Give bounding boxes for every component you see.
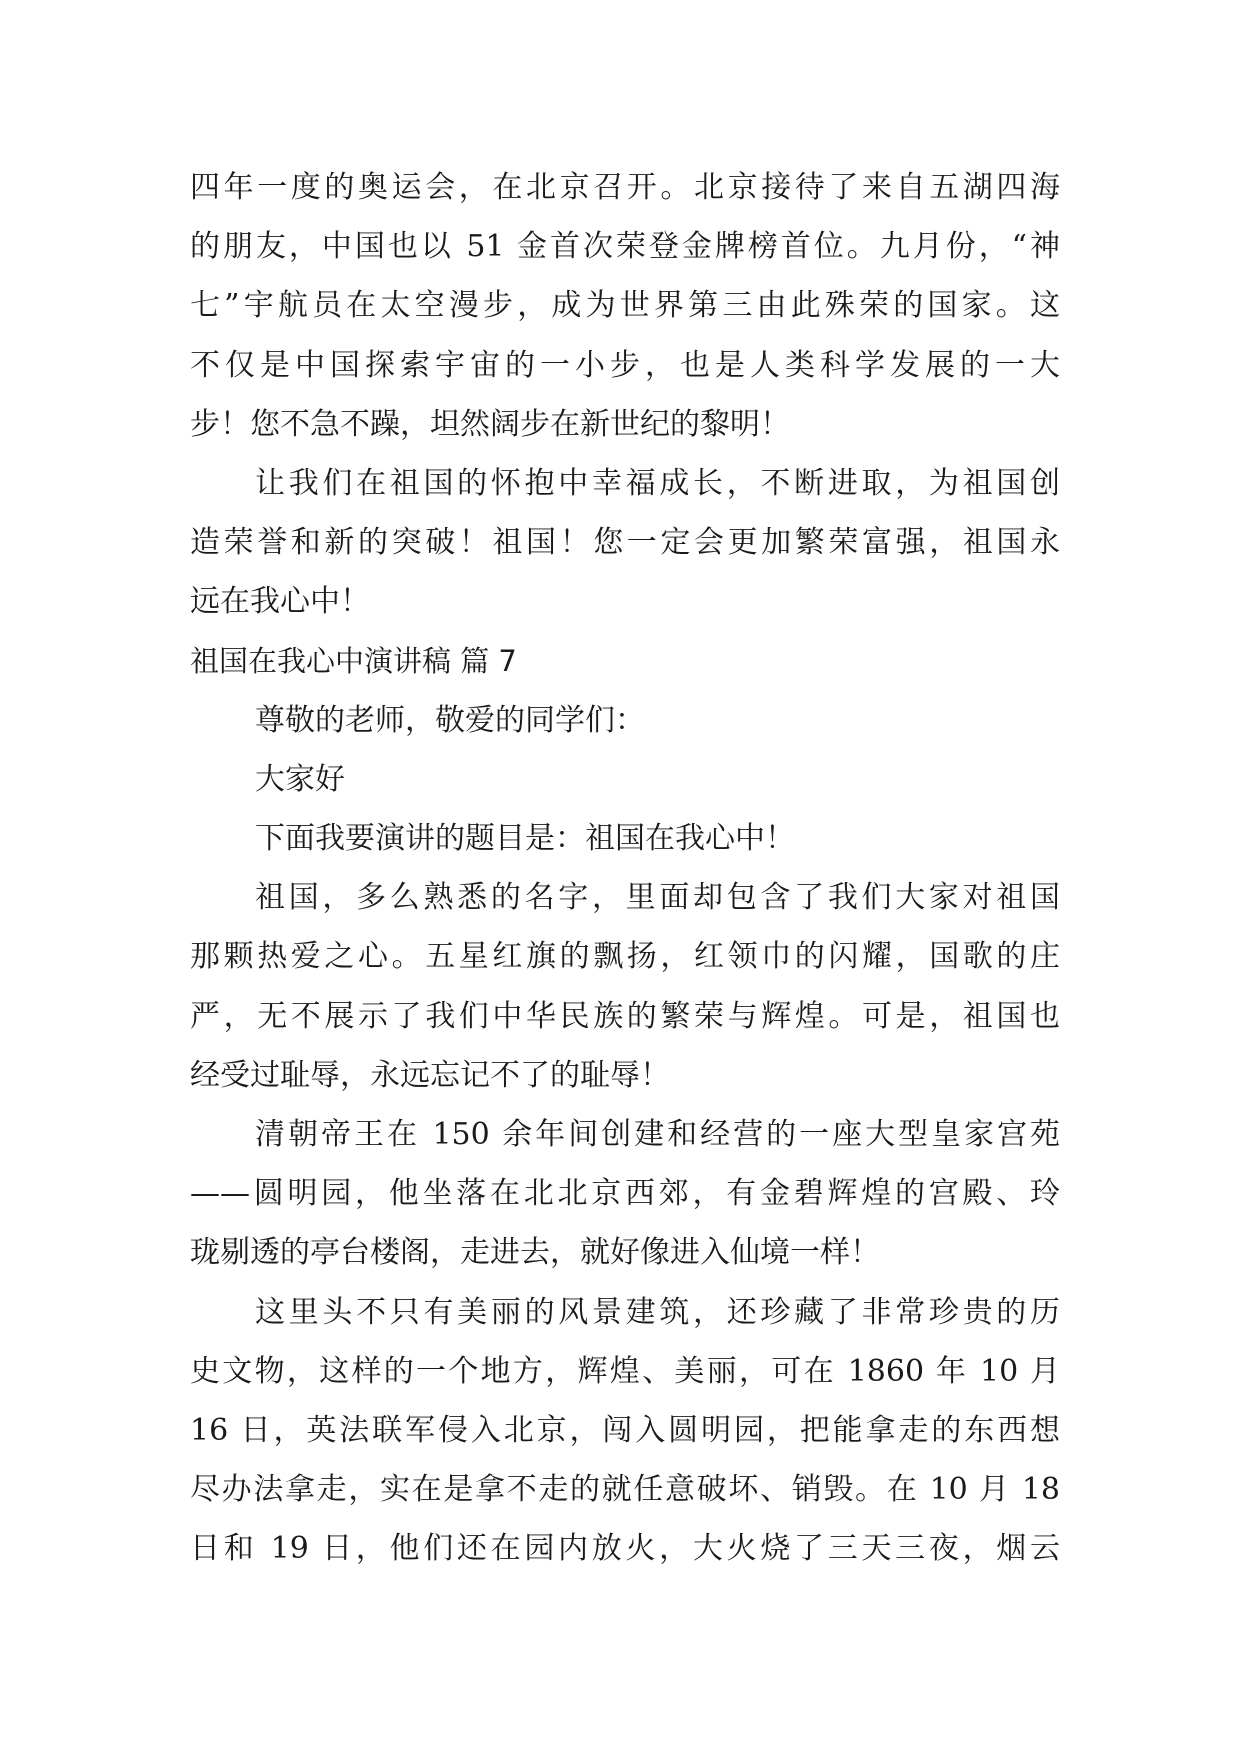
text-line: 不仅是中国探索宇宙的一小步，也是人类科学发展的一大 — [190, 347, 1060, 383]
text-line: ——圆明园，他坐落在北北京西郊，有金碧辉煌的宫殿、玲 — [190, 1176, 1060, 1212]
text-line: 七”宇航员在太空漫步，成为世界第三由此殊荣的国家。这 — [190, 288, 1060, 324]
text-line: 严，无不展示了我们中华民族的繁荣与辉煌。可是，祖国也 — [190, 998, 1060, 1034]
text-line: 16 日，英法联军侵入北京，闯入圆明园，把能拿走的东西想 — [190, 1412, 1060, 1448]
text-line: 那颗热爱之心。五星红旗的飘扬，红领巾的闪耀，国歌的庄 — [190, 939, 1060, 975]
document-body — [190, 158, 1060, 1579]
section-heading: 祖国在我心中演讲稿 篇 7 — [190, 643, 517, 678]
text-line: 远在我心中！ — [190, 584, 370, 620]
text-line: 步！您不急不躁，坦然阔步在新世纪的黎明！ — [190, 406, 790, 442]
text-line: 下面我要演讲的题目是：祖国在我心中！ — [255, 821, 795, 857]
text-line: 四年一度的奥运会，在北京召开。北京接待了来自五湖四海 — [190, 170, 1060, 205]
text-line: 日和 19 日，他们还在园内放火，大火烧了三天三夜，烟云 — [190, 1531, 1060, 1567]
text-line: 尽办法拿走，实在是拿不走的就任意破坏、销毁。在 10 月 18 — [190, 1472, 1060, 1508]
text-line: 这里头不只有美丽的风景建筑，还珍藏了非常珍贵的历 — [255, 1294, 1060, 1330]
text-line: 经受过耻辱，永远忘记不了的耻辱！ — [190, 1057, 670, 1093]
text-line: 尊敬的老师，敬爱的同学们： — [255, 702, 645, 738]
text-line: 清朝帝王在 150 余年间创建和经营的一座大型皇家宫苑 — [255, 1117, 1060, 1152]
text-line: 大家好 — [255, 761, 345, 797]
text-line: 的朋友，中国也以 51 金首次荣登金牌榜首位。九月份，“神 — [190, 229, 1060, 265]
text-line: 史文物，这样的一个地方，辉煌、美丽，可在 1860 年 10 月 — [190, 1353, 1060, 1389]
text-line: 造荣誉和新的突破！祖国！您一定会更加繁荣富强，祖国永 — [190, 525, 1060, 561]
text-line: 让我们在祖国的怀抱中幸福成长，不断进取，为祖国创 — [255, 465, 1060, 501]
text-line: 珑剔透的亭台楼阁，走进去，就好像进入仙境一样！ — [190, 1235, 880, 1271]
text-line: 祖国，多么熟悉的名字，里面却包含了我们大家对祖国 — [255, 880, 1060, 916]
